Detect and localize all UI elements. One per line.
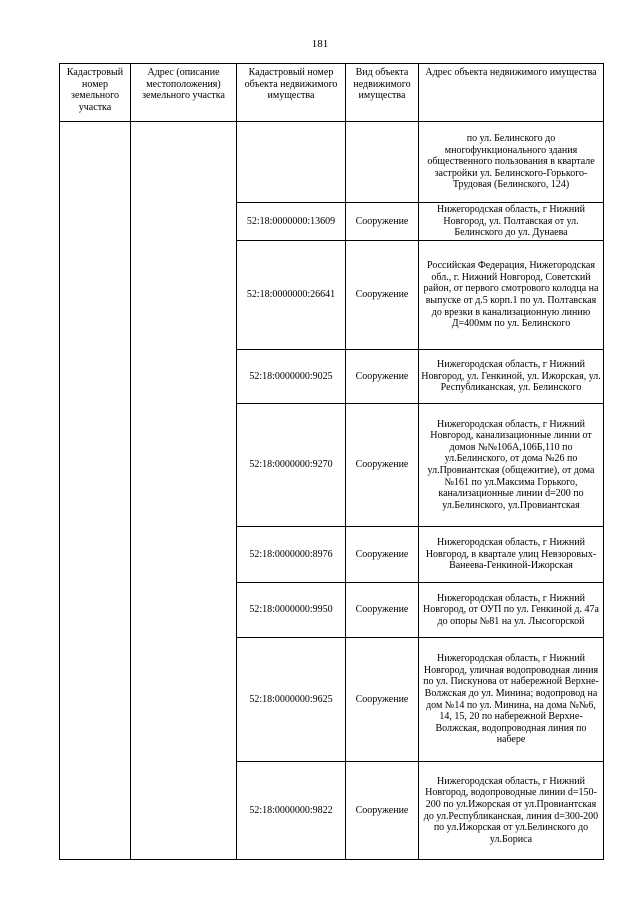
object-address-cell: по ул. Белинского до многофункционального здания общественного пользования в квартале застройки ул. Белинского-Горького-Трудовая (Белинского, 124)	[419, 122, 604, 203]
header-object-cadastral: Кадастровый номер объекта недвижимого имущества	[237, 64, 346, 122]
object-address-cell: Нижегородская область, г Нижний Новгород, от ОУП по ул. Генкиной д. 47а до опоры №81 на ул. Лысогорской	[419, 583, 604, 638]
object-address-cell: Нижегородская область, г Нижний Новгород, ул. Полтавская от ул. Белинского до ул. Дунаева	[419, 203, 604, 241]
table-header-row	[60, 64, 604, 122]
object-address-cell: Нижегородская область, г Нижний Новгород, водопроводные линии d=150-200 по ул.Ижорская от ул.Провиантская до ул.Республиканская, линия d=300-200 по ул.Ижорская от ул.Белинского до ул.Бориса	[419, 762, 604, 860]
object-type-cell: Сооружение	[346, 762, 419, 860]
header-land-cadastral: Кадастровый номер земельного участка	[60, 64, 131, 122]
object-cadastral-cell: 52:18:0000000:26641	[237, 241, 346, 350]
object-address-cell: Российская Федерация, Нижегородская обл., г. Нижний Новгород, Советский район, от первого смотрового колодца на выпуске от д.5 корп.1 по ул. Полтавская до врезки в канализационную линию Д=400мм по ул. Белинского	[419, 241, 604, 350]
header-object-type: Вид объекта недвижимого имущества	[346, 64, 419, 122]
object-cadastral-cell: 52:18:0000000:9822	[237, 762, 346, 860]
header-object-address: Адрес объекта недвижимого имущества	[419, 64, 604, 122]
object-cadastral-cell: 52:18:0000000:8976	[237, 527, 346, 583]
object-type-cell: Сооружение	[346, 350, 419, 404]
table-row	[60, 122, 604, 203]
page-number: 181	[311, 38, 329, 50]
object-cadastral-cell: 52:18:0000000:9025	[237, 350, 346, 404]
object-type-cell	[346, 122, 419, 203]
object-cadastral-cell: 52:18:0000000:9270	[237, 404, 346, 527]
land-address-cell	[131, 122, 237, 860]
object-address-cell: Нижегородская область, г Нижний Новгород, уличная водопроводная линия по ул. Пискунова от набережной Верхне-Волжская до ул. Минина; водопровод на дом №14 по ул. Минина, на дома №№6, 14, 15, 20 по набережной Верхне-Волжская, водопроводная линия по набере	[419, 638, 604, 762]
object-type-cell: Сооружение	[346, 638, 419, 762]
object-cadastral-cell: 52:18:0000000:9625	[237, 638, 346, 762]
object-type-cell: Сооружение	[346, 404, 419, 527]
object-type-cell: Сооружение	[346, 583, 419, 638]
object-address-cell: Нижегородская область, г Нижний Новгород, канализационные линии от домов №№106А,106Б,110 по ул.Белинского, от дома №26 по ул.Провиантская (общежитие), от дома №161 по ул.Максима Горького, канализационные линии d=200 по ул.Белинского, ул.Провиантская	[419, 404, 604, 527]
object-type-cell: Сооружение	[346, 241, 419, 350]
object-cadastral-cell: 52:18:0000000:9950	[237, 583, 346, 638]
object-type-cell: Сооружение	[346, 527, 419, 583]
object-cadastral-cell	[237, 122, 346, 203]
object-address-cell: Нижегородская область, г Нижний Новгород, в квартале улиц Невзоровых-Ванеева-Генкиной-Ижорская	[419, 527, 604, 583]
header-land-address: Адрес (описание местоположения) земельного участка	[131, 64, 237, 122]
object-cadastral-cell: 52:18:0000000:13609	[237, 203, 346, 241]
object-type-cell: Сооружение	[346, 203, 419, 241]
registry-table	[59, 63, 604, 860]
object-address-cell: Нижегородская область, г Нижний Новгород, ул. Генкиной, ул. Ижорская, ул. Республиканская, ул. Белинского	[419, 350, 604, 404]
land-cadastral-cell	[60, 122, 131, 860]
